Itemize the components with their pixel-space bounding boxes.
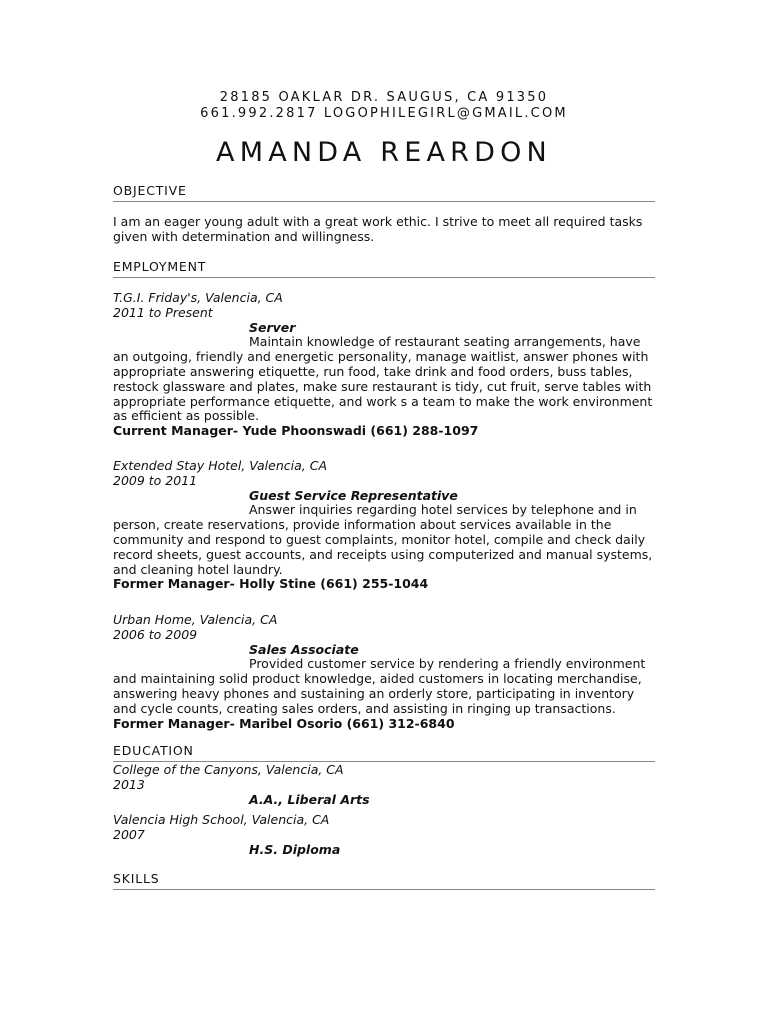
section-heading-skills: SKILLS (113, 871, 655, 890)
school-name: College of the Canyons, Valencia, CA (113, 762, 344, 777)
job-title: Server (249, 319, 296, 335)
job-employer: Urban Home, Valencia, CA (113, 612, 278, 627)
job-entry (113, 613, 658, 731)
section-heading-education: EDUCATION (113, 743, 655, 762)
education-entry (113, 813, 658, 857)
job-employer: Extended Stay Hotel, Valencia, CA (113, 458, 327, 473)
job-manager: Current Manager- Yude Phoonswadi (661) 288-1097 (113, 423, 479, 439)
job-manager: Former Manager- Holly Stine (661) 255-1044 (113, 576, 429, 592)
job-manager: Former Manager- Maribel Osorio (661) 312-6840 (113, 715, 455, 731)
school-year: 2013 (113, 776, 145, 792)
school-name: Valencia High School, Valencia, CA (113, 812, 330, 827)
education-entry (113, 763, 658, 807)
contact-phone-email: 661.992.2817 LOGOPHILEGIRL@GMAIL.COM (200, 106, 568, 121)
section-heading-employment: EMPLOYMENT (113, 259, 655, 278)
job-dates: 2009 to 2011 (113, 472, 198, 488)
section-heading-objective: OBJECTIVE (113, 183, 655, 202)
job-employer: T.G.I. Friday's, Valencia, CA (113, 290, 283, 305)
job-entry (113, 291, 658, 439)
applicant-name: AMANDA REARDON (216, 137, 552, 168)
degree-name: A.A., Liberal Arts (249, 791, 370, 807)
degree-name: H.S. Diploma (249, 841, 341, 857)
objective-paragraph: I am an eager young adult with a great work ethic. I strive to meet all required tasks given with determination and willingness. (113, 214, 643, 244)
job-description: Provided customer service by rendering a friendly environment and maintaining solid product knowledge, aided customers in locating merchandise, answering heavy phones and sustaining an orderly store, participating in inventory and cycle counts, creating sales orders, and assisting in ringing up transactions. (113, 656, 646, 716)
contact-address: 28185 OAKLAR DR. SAUGUS, CA 91350 (219, 90, 549, 105)
job-entry (113, 459, 658, 592)
job-dates: 2006 to 2009 (113, 626, 198, 642)
job-title: Sales Associate (249, 641, 359, 657)
objective-text (113, 215, 658, 245)
job-title: Guest Service Representative (249, 487, 458, 503)
school-year: 2007 (113, 826, 145, 842)
job-description: Maintain knowledge of restaurant seating arrangements, have an outgoing, friendly and energetic personality, manage waitlist, answer phones with appropriate answering etiquette, run food, take drink and food orders, buss tables, restock glassware and plates, make sure restaurant is tidy, cut fruit, serve tables with appropriate performance etiquette, and work s a team to make the work environment as efficient as possible. (113, 334, 653, 424)
job-description: Answer inquiries regarding hotel services by telephone and in person, create reservations, provide information about services available in the community and respond to guest complaints, monitor hotel, compile and check daily record sheets, guest accounts, and receipts using computerized and manual systems, and cleaning hotel laundry. (113, 502, 653, 577)
job-dates: 2011 to Present (113, 304, 213, 320)
